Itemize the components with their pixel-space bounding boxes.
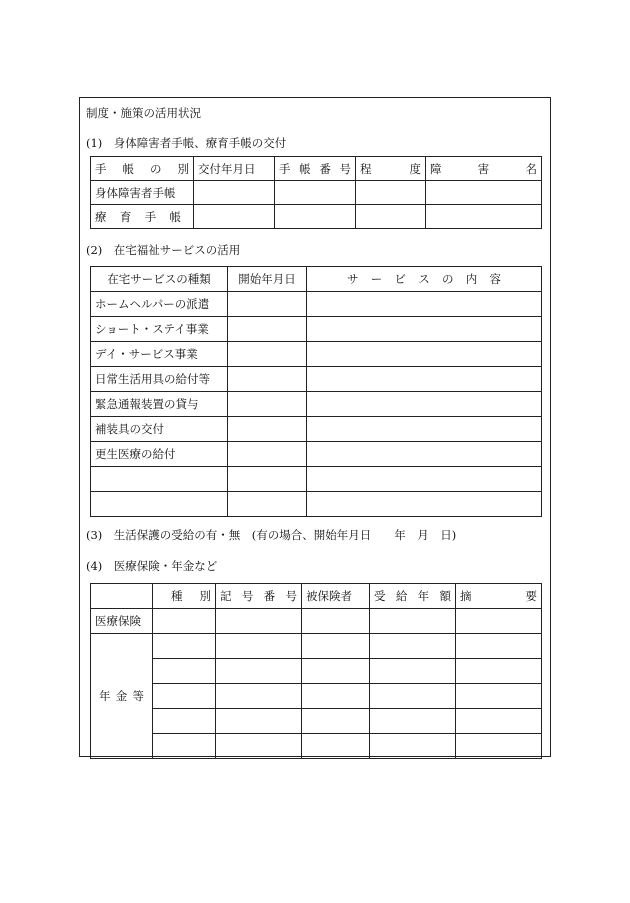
char: 記 <box>220 589 232 603</box>
cell-start-date[interactable] <box>228 442 307 467</box>
cell-start-date[interactable] <box>228 492 307 517</box>
section-2-heading: (2) 在宅福祉サービスの活用 <box>86 243 241 257</box>
char: 種 <box>171 589 183 603</box>
col-header-insured: 被保険者 <box>302 584 370 609</box>
col-header-start-date: 開始年月日 <box>228 267 307 292</box>
row-label-emergency-device: 緊急通報装置の貸与 <box>91 392 228 417</box>
cell-remarks[interactable] <box>456 734 542 759</box>
form-frame <box>79 97 551 757</box>
row-label-blank[interactable] <box>91 467 228 492</box>
cell-annual-benefit[interactable] <box>370 709 456 734</box>
row-label-blank[interactable] <box>91 492 228 517</box>
section-1-heading: (1) 身体障害者手帳、療育手帳の交付 <box>86 136 287 150</box>
cell-remarks[interactable] <box>456 684 542 709</box>
col-header-handbook-type <box>95 161 189 177</box>
char: 番 <box>319 161 331 176</box>
table-header-row <box>91 267 542 292</box>
char: ー <box>370 272 383 286</box>
char: 度 <box>409 161 421 176</box>
table-row <box>91 417 542 442</box>
col-header-service-content <box>311 271 537 287</box>
char: 帳 <box>122 161 134 176</box>
cell-type[interactable] <box>153 659 216 684</box>
char: 号 <box>339 161 351 176</box>
row-label-daily-equipment: 日常生活用具の給付等 <box>91 367 228 392</box>
char: 名 <box>525 161 537 176</box>
col-header <box>307 267 542 292</box>
col-header <box>370 584 456 609</box>
col-header-handbook-number <box>279 161 351 177</box>
cell-type[interactable] <box>153 684 216 709</box>
col-header <box>216 584 302 609</box>
section-4-heading: (4) 医療保険・年金など <box>86 559 218 573</box>
cell-type[interactable] <box>153 734 216 759</box>
char: 帳 <box>169 209 181 224</box>
cell-start-date[interactable] <box>228 392 307 417</box>
home-service-table <box>90 266 542 517</box>
col-header-issue-date: 交付年月日 <box>194 157 275 181</box>
char: 手 <box>144 209 157 224</box>
cell-insured[interactable] <box>302 634 370 659</box>
cell-start-date[interactable] <box>228 367 307 392</box>
cell-remarks[interactable] <box>456 709 542 734</box>
cell-insured[interactable] <box>302 734 370 759</box>
table-row <box>91 467 542 492</box>
char: 号 <box>241 589 254 603</box>
cell-degree[interactable] <box>356 181 426 205</box>
cell-start-date[interactable] <box>228 342 307 367</box>
char: 内 <box>465 272 478 286</box>
cell-annual-benefit[interactable] <box>370 609 456 634</box>
form-title: 制度・施策の活用状況 <box>86 106 201 120</box>
char: 別 <box>177 161 189 176</box>
row-label-prosthetics: 補装具の交付 <box>91 417 228 442</box>
row-label-rehab-medical: 更生医療の給付 <box>91 442 228 467</box>
col-header <box>356 157 426 181</box>
char: 障 <box>430 161 442 176</box>
char: 摘 <box>460 589 472 603</box>
row-label-short-stay: ショート・ステイ事業 <box>91 317 228 342</box>
cell-remarks[interactable] <box>456 609 542 634</box>
cell-disability-name[interactable] <box>426 181 542 205</box>
table-row <box>91 342 542 367</box>
cell-symbol-number[interactable] <box>216 634 302 659</box>
table-row <box>91 181 542 205</box>
row-label-rehab <box>95 209 189 225</box>
char: 容 <box>489 272 501 286</box>
char: の <box>150 161 162 176</box>
char: 年 <box>99 689 111 703</box>
cell-symbol-number[interactable] <box>216 659 302 684</box>
col-header-type <box>157 588 211 604</box>
cell-remarks[interactable] <box>456 634 542 659</box>
cell-insured[interactable] <box>302 684 370 709</box>
cell-disability-name[interactable] <box>426 205 542 229</box>
section-3-heading: (3) 生活保護の受給の有・無 (有の場合、開始年月日 年 月 日) <box>86 528 457 542</box>
cell-service-content[interactable] <box>307 317 542 342</box>
table-row <box>91 609 542 634</box>
cell-service-content[interactable] <box>307 292 542 317</box>
cell-handbook-number[interactable] <box>275 205 356 229</box>
char: 手 <box>95 161 107 176</box>
char: ス <box>418 272 430 286</box>
char: 番 <box>263 589 276 603</box>
cell-annual-benefit[interactable] <box>370 634 456 659</box>
cell-handbook-number[interactable] <box>275 181 356 205</box>
cell-annual-benefit[interactable] <box>370 659 456 684</box>
table-row <box>91 317 542 342</box>
char: 給 <box>395 589 408 603</box>
col-header <box>91 157 194 181</box>
cell-remarks[interactable] <box>456 659 542 684</box>
char: 別 <box>199 589 211 603</box>
row-label-pension <box>99 688 144 704</box>
char: 年 <box>417 589 430 603</box>
col-header <box>275 157 356 181</box>
table-row <box>91 442 542 467</box>
cell-insured[interactable] <box>302 659 370 684</box>
table-row <box>91 734 542 759</box>
cell-symbol-number[interactable] <box>216 684 302 709</box>
cell-service-content[interactable] <box>307 392 542 417</box>
row-label-day-service: デイ・サービス事業 <box>91 342 228 367</box>
row-label-physical: 身体障害者手帳 <box>91 181 194 205</box>
cell-symbol-number[interactable] <box>216 734 302 759</box>
char: 要 <box>525 589 537 603</box>
cell-annual-benefit[interactable] <box>370 734 456 759</box>
table-row <box>91 492 542 517</box>
table-header-row <box>91 584 542 609</box>
cell-start-date[interactable] <box>228 467 307 492</box>
cell-degree[interactable] <box>356 205 426 229</box>
col-header-blank <box>91 584 153 609</box>
char: 等 <box>132 689 144 703</box>
char: 療 <box>95 209 107 224</box>
char: 程 <box>360 161 372 176</box>
cell-issue-date[interactable] <box>194 181 275 205</box>
char: 号 <box>285 589 297 603</box>
cell-service-content[interactable] <box>307 367 542 392</box>
col-header-symbol-number <box>220 588 297 604</box>
table-header-row <box>91 157 542 181</box>
char: 育 <box>119 209 132 224</box>
table-row <box>91 205 542 229</box>
char: 帳 <box>299 161 311 176</box>
col-header-service-type: 在宅サービスの種類 <box>91 267 228 292</box>
cell-symbol-number[interactable] <box>216 609 302 634</box>
col-header-remarks <box>460 588 537 604</box>
char: 金 <box>115 689 128 703</box>
cell-insured[interactable] <box>302 709 370 734</box>
col-header-degree <box>360 161 421 177</box>
cell-service-content[interactable] <box>307 492 542 517</box>
cell-service-content[interactable] <box>307 467 542 492</box>
col-header-disability-name <box>430 161 537 177</box>
table-row <box>91 392 542 417</box>
cell-service-content[interactable] <box>307 417 542 442</box>
char: 手 <box>279 161 291 176</box>
char: ビ <box>394 272 406 286</box>
insurance-pension-table <box>90 583 542 759</box>
cell-start-date[interactable] <box>228 317 307 342</box>
col-header <box>426 157 542 181</box>
char: 額 <box>439 589 451 603</box>
row-label <box>91 634 153 759</box>
row-label <box>91 205 194 229</box>
cell-annual-benefit[interactable] <box>370 684 456 709</box>
table-row <box>91 659 542 684</box>
col-header-annual-benefit <box>374 588 451 604</box>
col-header <box>153 584 216 609</box>
cell-start-date[interactable] <box>228 417 307 442</box>
char: サ <box>347 272 359 286</box>
row-label-medical-insurance: 医療保険 <box>91 609 153 634</box>
row-label-home-helper: ホームヘルパーの派遣 <box>91 292 228 317</box>
cell-symbol-number[interactable] <box>216 709 302 734</box>
table-row <box>91 684 542 709</box>
col-header <box>456 584 542 609</box>
table-row <box>91 709 542 734</box>
cell-insured[interactable] <box>302 609 370 634</box>
char: の <box>442 272 454 286</box>
table-row <box>91 367 542 392</box>
cell-service-content[interactable] <box>307 342 542 367</box>
char: 受 <box>374 589 386 603</box>
cell-type[interactable] <box>153 609 216 634</box>
cell-type[interactable] <box>153 634 216 659</box>
table-row <box>91 292 542 317</box>
char: 害 <box>477 161 490 176</box>
cell-type[interactable] <box>153 709 216 734</box>
handbook-table <box>90 156 542 229</box>
cell-issue-date[interactable] <box>194 205 275 229</box>
table-row <box>91 634 542 659</box>
cell-start-date[interactable] <box>228 292 307 317</box>
cell-service-content[interactable] <box>307 442 542 467</box>
